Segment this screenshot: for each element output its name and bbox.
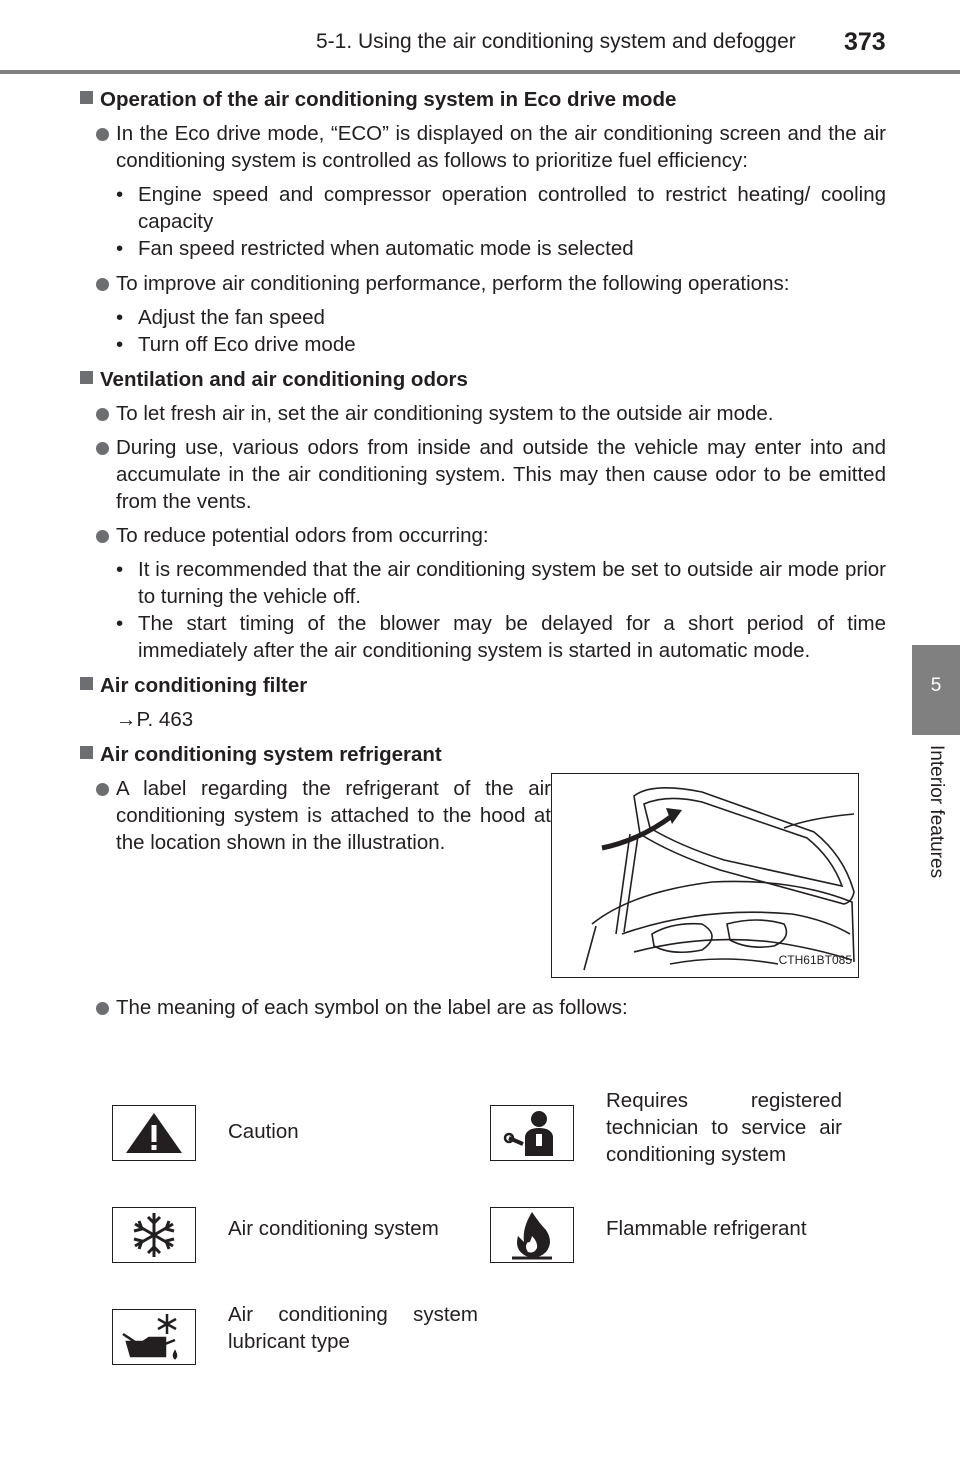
caution-triangle-icon (112, 1105, 196, 1161)
round-bullet-icon (96, 530, 109, 543)
bullet-paragraph: In the Eco drive mode, “ECO” is displayed on the air conditioning screen and the air conditioning system is controlled as follows to prioritize fuel efficiency: (80, 120, 886, 174)
bullet-paragraph: To let fresh air in, set the air conditioning system to the outside air mode. (80, 400, 886, 427)
round-bullet-icon (96, 1002, 109, 1015)
symbol-caution: Caution (112, 1105, 299, 1161)
symbol-technician: Requires registered technician to service air conditioning system (490, 1105, 842, 1168)
arrow-right-icon: → (116, 708, 137, 731)
page-number: 373 (844, 28, 886, 56)
sub-list (116, 304, 886, 358)
technician-icon (490, 1105, 574, 1161)
flame-icon (490, 1207, 574, 1263)
oil-can-snowflake-icon (112, 1309, 196, 1365)
symbol-lubricant: Air conditioning system lubricant type (112, 1309, 478, 1365)
header-rule (0, 70, 960, 74)
header-title: 5-1. Using the air conditioning system and defogger (316, 30, 796, 53)
section-heading-ventilation: Ventilation and air conditioning odors (80, 366, 886, 393)
round-bullet-icon (96, 128, 109, 141)
bullet-paragraph: The meaning of each symbol on the label are as follows: (80, 994, 886, 1021)
hood-illustration (551, 773, 859, 978)
bullet-paragraph: To reduce potential odors from occurring: (80, 522, 886, 549)
page-reference[interactable]: →P. 463 (116, 708, 194, 731)
page-content (80, 86, 886, 1028)
list-item: • Fan speed restricted when automatic mode is selected (116, 237, 634, 260)
square-bullet-icon (80, 746, 93, 759)
snowflake-icon (112, 1207, 196, 1263)
chapter-tab (912, 645, 960, 735)
square-bullet-icon (80, 677, 93, 690)
list-item: • It is recommended that the air conditioning system be set to outside air mode prior to turning the vehicle off. (116, 558, 886, 608)
symbol-flammable: Flammable refrigerant (490, 1207, 807, 1263)
figure-code: CTH61BT085 (778, 953, 852, 967)
symbol-ac-system: Air conditioning system (112, 1207, 439, 1263)
bullet-paragraph: During use, various odors from inside and outside the vehicle may enter into and accumulate in the air conditioning system. This may then cause odor to be emitted from the vents. (80, 434, 886, 515)
round-bullet-icon (96, 408, 109, 421)
bullet-paragraph: A label regarding the refrigerant of the air conditioning system is attached to the hood at the location shown in the illustration. (80, 775, 551, 978)
square-bullet-icon (80, 91, 93, 104)
sub-list (116, 181, 886, 262)
section-heading-eco: Operation of the air conditioning system in Eco drive mode (80, 86, 886, 113)
section-heading-refrigerant: Air conditioning system refrigerant (80, 741, 886, 768)
square-bullet-icon (80, 371, 93, 384)
list-item: • Engine speed and compressor operation controlled to restrict heating/ cooling capacity (116, 183, 886, 233)
list-item: • The start timing of the blower may be delayed for a short period of time immediately after the air conditioning system is started in automatic mode. (116, 612, 886, 662)
sub-list (116, 556, 886, 664)
bullet-paragraph: To improve air conditioning performance, perform the following operations: (80, 270, 886, 297)
chapter-label: Interior features (926, 745, 947, 879)
section-heading-filter: Air conditioning filter (80, 672, 886, 699)
chapter-number: 5 (930, 675, 942, 696)
list-item: • Turn off Eco drive mode (116, 333, 356, 356)
round-bullet-icon (96, 442, 109, 455)
figure-row (80, 775, 886, 978)
round-bullet-icon (96, 783, 109, 796)
list-item: • Adjust the fan speed (116, 306, 325, 329)
round-bullet-icon (96, 278, 109, 291)
